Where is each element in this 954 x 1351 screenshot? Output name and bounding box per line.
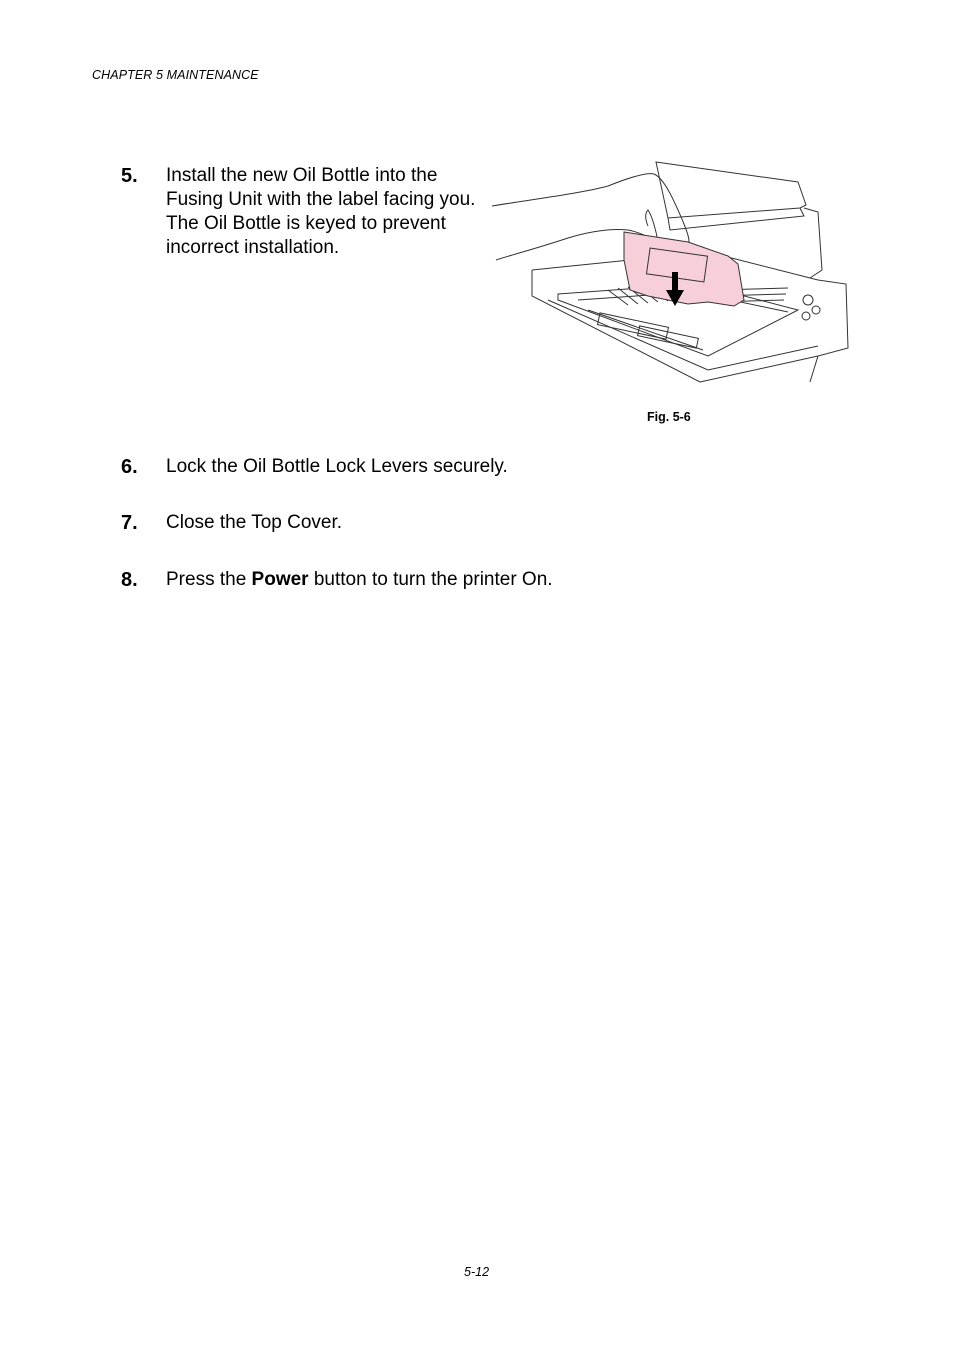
figure-caption: Fig. 5-6	[647, 410, 691, 424]
step-text: Install the new Oil Bottle into the Fusing Unit with the label facing you. The Oil Bottle is keyed to prevent incorrect installation.	[166, 165, 476, 258]
step-text: Close the Top Cover.	[166, 512, 343, 533]
power-button-label: Power	[251, 569, 309, 590]
gear	[802, 312, 810, 320]
chapter-header: CHAPTER 5 MAINTENANCE	[92, 68, 259, 82]
page-number: 5-12	[464, 1265, 490, 1279]
top-cover	[656, 162, 806, 218]
step-5	[121, 164, 481, 264]
step-text: Lock the Oil Bottle Lock Levers securely.	[166, 456, 508, 477]
oil-bottle-installation-illustration	[488, 160, 850, 384]
oil-bottle	[624, 232, 744, 306]
step-8	[121, 568, 641, 594]
gear	[803, 295, 813, 305]
step-number: 7.	[121, 512, 138, 534]
step-text	[166, 568, 553, 592]
step-text-before: Press the	[166, 569, 252, 590]
step-number: 5.	[121, 165, 138, 187]
step-7	[121, 511, 621, 537]
step-text-after: button to turn the printer On.	[308, 569, 553, 590]
gear	[812, 306, 820, 314]
step-6	[121, 455, 621, 481]
step-number: 8.	[121, 569, 138, 591]
step-number: 6.	[121, 456, 138, 478]
printer-body	[810, 280, 848, 382]
